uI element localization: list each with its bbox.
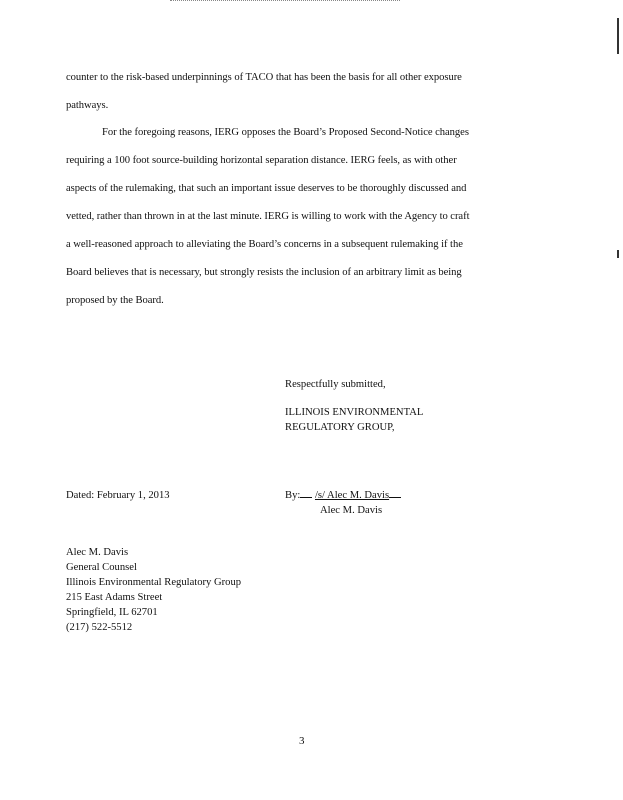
contact-name: Alec M. Davis xyxy=(66,547,129,558)
organization-line: ILLINOIS ENVIRONMENTAL xyxy=(285,407,424,418)
organization-line: REGULATORY GROUP, xyxy=(285,422,395,433)
scan-artifact-top xyxy=(170,0,400,5)
respectfully-submitted: Respectfully submitted, xyxy=(285,379,386,390)
signature-rule xyxy=(389,497,401,498)
signature-line xyxy=(285,490,401,501)
page-number: 3 xyxy=(299,735,305,747)
paragraph-2-line: For the foregoing reasons, IERG opposes the Board’s Proposed Second-Notice changes xyxy=(102,127,469,138)
by-label: By: xyxy=(285,490,301,501)
scan-artifact-edge xyxy=(617,18,619,54)
signature-rule xyxy=(300,497,312,498)
paragraph-2-line: proposed by the Board. xyxy=(66,295,164,306)
contact-title: General Counsel xyxy=(66,562,137,573)
paragraph-1-line: counter to the risk-based underpinnings of TACO that has been the basis for all other exposure xyxy=(66,72,462,83)
paragraph-2-line: aspects of the rulemaking, that such an important issue deserves to be thoroughly discussed and xyxy=(66,183,467,194)
paragraph-2-line: requiring a 100 foot source-building horizontal separation distance. IERG feels, as with other xyxy=(66,155,457,166)
date-line: Dated: February 1, 2013 xyxy=(66,490,170,501)
scan-artifact-edge xyxy=(617,250,619,258)
electronic-signature: /s/ Alec M. Davis xyxy=(314,490,390,501)
printed-name: Alec M. Davis xyxy=(320,505,383,516)
paragraph-2-line: Board believes that is necessary, but strongly resists the inclusion of an arbitrary limit as being xyxy=(66,267,462,278)
paragraph-1-line: pathways. xyxy=(66,100,109,111)
contact-phone: (217) 522-5512 xyxy=(66,622,133,633)
paragraph-2-line: a well-reasoned approach to alleviating the Board’s concerns in a subsequent rulemaking if the xyxy=(66,239,463,250)
contact-street: 215 East Adams Street xyxy=(66,592,163,603)
contact-organization: Illinois Environmental Regulatory Group xyxy=(66,577,242,588)
paragraph-2-line: vetted, rather than thrown in at the last minute. IERG is willing to work with the Agency to craft xyxy=(66,211,470,222)
contact-city: Springfield, IL 62701 xyxy=(66,607,158,618)
